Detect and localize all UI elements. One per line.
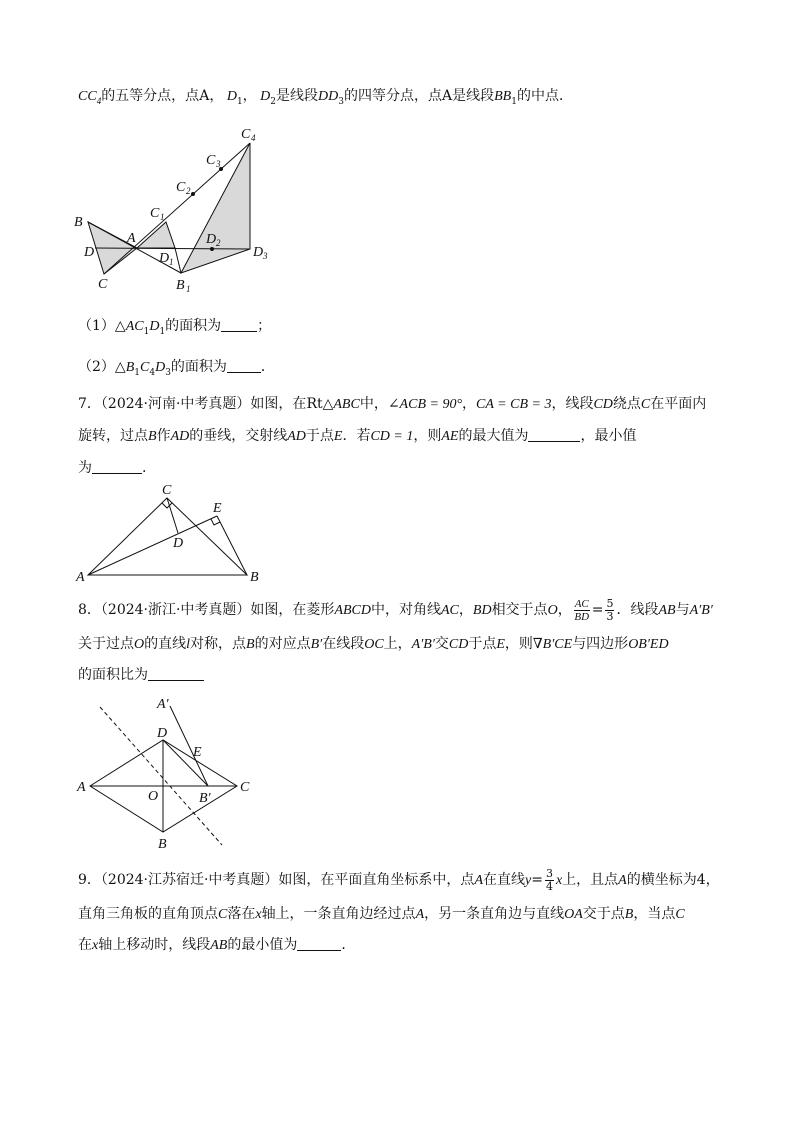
label-c: C (162, 483, 172, 498)
label-d3-sub: 3 (263, 251, 268, 261)
q6-intro: $CC_4$的五等分点，点A， $D_1$， $D_2$是线段$DD_3$的四等分点，点A是线段$BB_1$的中点． (78, 88, 573, 107)
label-a: A (77, 780, 86, 795)
label-e: E (213, 501, 222, 516)
label-a: A (76, 570, 85, 585)
label-b1: B (176, 278, 185, 293)
label-d: D (173, 536, 184, 551)
label-e: E (193, 745, 202, 760)
fraction-5-3: $\frac{5}{3}$ (606, 596, 614, 623)
label-d2: D (206, 232, 217, 247)
label-d3: D (253, 245, 264, 260)
label-bp: B′ (199, 791, 211, 806)
segment-apbp (170, 706, 208, 786)
label-o: O (148, 789, 159, 804)
q9-line-3: 在x轴上移动时，线段AB的最小值为 ． (78, 937, 356, 953)
q8-line-2: 关于过点O的直线l对称，点B的对应点B′在线段OC上，A′B′交CD于点E，则∇B′CE与四边形OB′ED (78, 636, 669, 652)
label-c: C (98, 277, 108, 292)
q7-line-2: 旋转，过点B作AD的垂线，交射线AD于点E．若CD = 1，则AE的最大值为 ，最小值 (78, 428, 637, 444)
label-b: B (250, 570, 259, 585)
label-c2-sub: 2 (186, 186, 191, 196)
label-c1: C (150, 206, 160, 221)
label-d: D (157, 726, 168, 741)
q6-sub1: $(1)\triangle AC_1D_1$的面积为 ； (78, 318, 272, 337)
q7-line-1: 7．（2024·河南·中考真题）如图，在Rt△ABC中，∠ACB = 90°，CA = CB = 3，线段CD绕点C在平面内 (78, 396, 707, 412)
q8-line-3: 的面积比为 (78, 665, 738, 685)
label-ap: A′ (157, 697, 169, 712)
label-d: D (84, 245, 95, 260)
label-c3: C (206, 153, 216, 168)
label-d1: D (159, 251, 170, 266)
label-b1-sub: 1 (186, 284, 191, 294)
label-c2: C (176, 180, 186, 195)
label-d1-sub: 1 (169, 257, 174, 267)
label-c3-sub: 3 (216, 159, 221, 169)
answer-blank-9[interactable] (297, 936, 341, 951)
label-a: A (127, 231, 136, 246)
label-c1-sub: 1 (160, 212, 165, 222)
q9-line-1: 9．（2024·江苏宿迁·中考真题）如图，在平面直角坐标系中，点A在直线y= $\frac{3}{4}$ x上，且点A的横坐标为4， (78, 866, 720, 893)
q8-line-1: 8．（2024·浙江·中考真题）如图，在菱形ABCD中，对角线AC，BD相交于点O， $\frac{AC}{BD}$ = $\frac{5}{3}$ ．线段AB与A′B′ (78, 596, 713, 623)
fraction-3-4: $\frac{3}{4}$ (545, 866, 553, 893)
fraction-ac-bd: $\frac{AC}{BD}$ (574, 597, 590, 623)
label-b: B (74, 215, 83, 230)
label-d2-sub: 2 (216, 238, 221, 248)
label-b: B (158, 837, 167, 852)
label-c: C (240, 780, 250, 795)
q9-line-2: 直角三角板的直角顶点C落在x轴上，一条直角边经过点A，另一条直角边与直线OA交于点B，当点C (78, 906, 685, 922)
q7-line-3: 为 . (78, 460, 147, 476)
q6-sub2: $(2)\triangle B_1C_4D_3$的面积为 ． (78, 359, 275, 378)
label-c4-sub: 4 (251, 133, 256, 143)
label-c4: C (241, 127, 251, 142)
